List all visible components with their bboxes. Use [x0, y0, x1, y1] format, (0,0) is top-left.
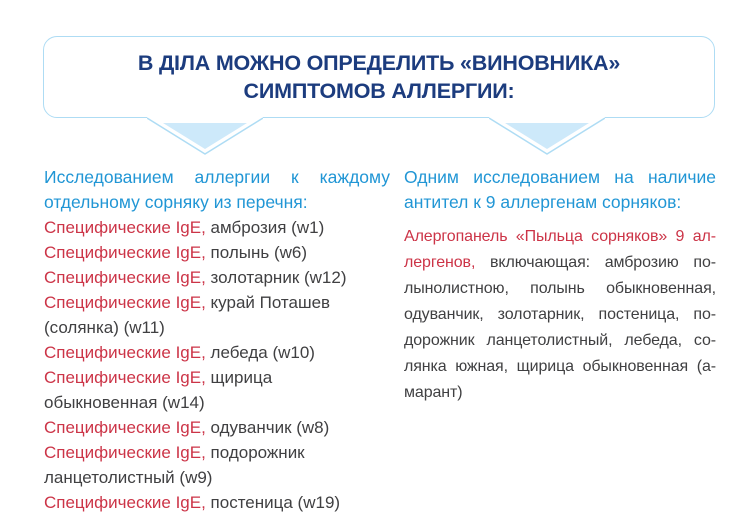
text-line	[44, 240, 390, 265]
red-label: Специфические IgE,	[44, 293, 206, 312]
red-label: Специфические IgE,	[44, 243, 206, 262]
line-text: одуванчик, золотарник, постеница, по-	[404, 306, 716, 323]
right-column-heading	[404, 165, 716, 215]
text-line	[44, 390, 390, 415]
text-line	[404, 224, 716, 250]
right-column	[404, 165, 716, 406]
line-text: лынолистною, полынь обыкновенная,	[404, 280, 716, 297]
pointer-triangle-right-icon	[489, 114, 605, 156]
line-text: щирица	[205, 368, 273, 387]
text-line	[44, 290, 390, 315]
title-line: СИМПТОМОВ АЛЛЕРГИИ:	[243, 79, 515, 103]
pointer-triangle-left-icon	[147, 114, 263, 156]
red-label: Специфические IgE,	[44, 343, 206, 362]
text-line	[404, 380, 716, 406]
text-line	[44, 215, 390, 240]
right-paragraph	[404, 224, 716, 406]
line-text: курай Поташев	[205, 293, 331, 312]
text-line	[404, 302, 716, 328]
text-line	[44, 490, 390, 515]
heading-line: отдельному сорняку из перечня:	[44, 192, 308, 212]
red-label: Специфические IgE,	[44, 268, 206, 287]
heading-line: Исследованием аллергии к каждому	[44, 167, 390, 187]
line-text: ланцетолистный (w9)	[44, 468, 213, 487]
line-text: лянка южная, щирица обыкновенная (а-	[404, 358, 716, 375]
text-line	[404, 328, 716, 354]
line-text: подорожник	[205, 443, 305, 462]
text-line	[44, 265, 390, 290]
red-label: Специфические IgE,	[44, 218, 206, 237]
line-text: лебеда (w10)	[205, 343, 315, 362]
text-line	[44, 365, 390, 390]
text-line	[404, 250, 716, 276]
text-line	[44, 465, 390, 490]
text-line	[404, 354, 716, 380]
red-label: Специфические IgE,	[44, 368, 206, 387]
line-text: включающая: амброзию по-	[475, 254, 716, 271]
red-label: Алергопанель «Пыльца сорняков» 9 ал-	[404, 228, 716, 245]
page-title	[138, 49, 620, 105]
left-column	[44, 165, 390, 515]
line-text: постеница (w19)	[205, 493, 341, 512]
left-column-heading	[44, 165, 390, 215]
red-label: Специфические IgE,	[44, 493, 206, 512]
header-box	[43, 36, 715, 118]
heading-line: антител к 9 аллергенам сорняков:	[404, 192, 682, 212]
red-label: Специфические IgE,	[44, 443, 206, 462]
line-text: золотарник (w12)	[205, 268, 347, 287]
text-line	[44, 440, 390, 465]
text-line	[44, 340, 390, 365]
line-text: (солянка) (w11)	[44, 318, 165, 337]
line-text: полынь (w6)	[205, 243, 307, 262]
line-text: обыкновенная (w14)	[44, 393, 205, 412]
red-label: Специфические IgE,	[44, 418, 206, 437]
red-label: лергенов,	[404, 254, 476, 271]
text-line	[44, 315, 390, 340]
line-text: амброзия (w1)	[205, 218, 325, 237]
text-line	[44, 415, 390, 440]
line-text: марант)	[404, 384, 463, 401]
left-list	[44, 215, 390, 515]
text-line	[404, 276, 716, 302]
line-text: дорожник ланцетолистный, лебеда, со-	[404, 332, 716, 349]
heading-line: Одним исследованием на наличие	[404, 167, 716, 187]
title-line: В ДІЛА МОЖНО ОПРЕДЕЛИТЬ «ВИНОВНИКА»	[137, 51, 621, 75]
line-text: одуванчик (w8)	[205, 418, 330, 437]
